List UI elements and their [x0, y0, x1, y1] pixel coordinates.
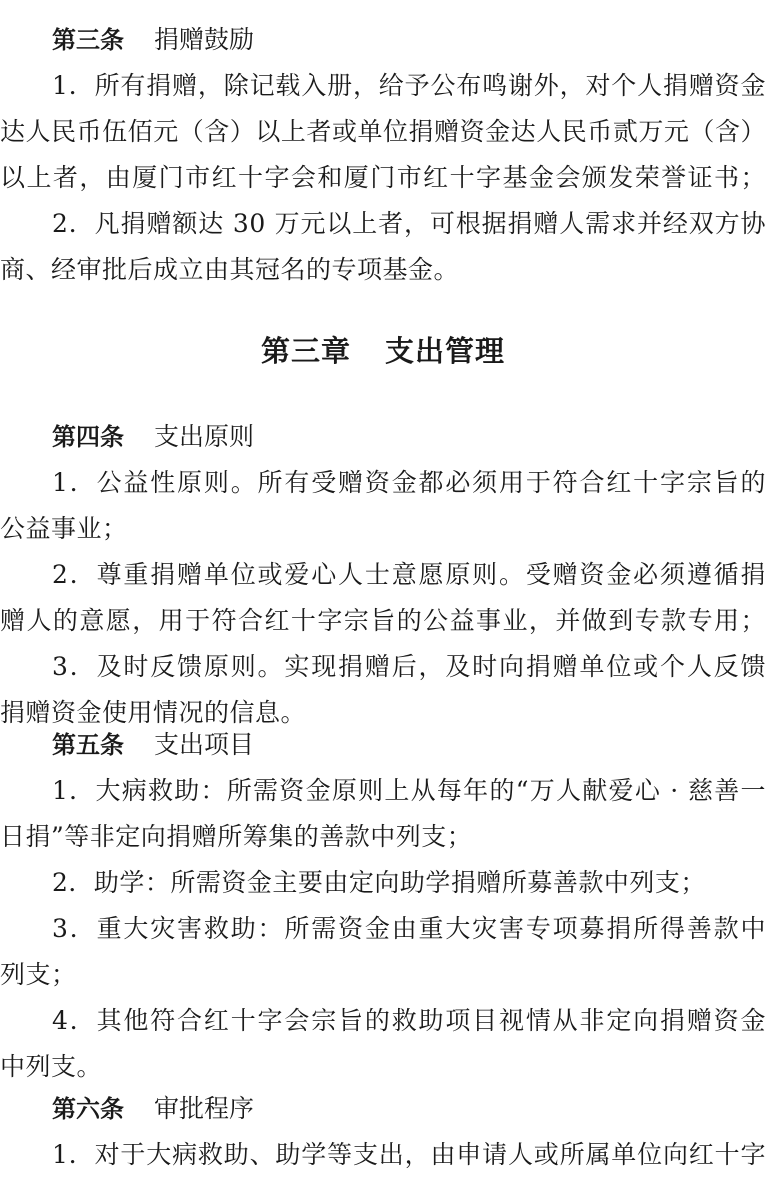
article-5-title: 支出项目	[154, 730, 255, 759]
article-5-item-2-line-1: 2．助学：所需资金主要由定向助学捐赠所募善款中列支；	[52, 868, 706, 897]
article-3-item-1-line-2: 达人民币伍佰元（含）以上者或单位捐赠资金达人民币贰万元（含）	[0, 117, 766, 146]
article-5-item-3-line-1: 3．重大灾害救助：所需资金由重大灾害专项募捐所得善款中	[52, 914, 766, 943]
chapter-3-label: 第三章	[260, 334, 351, 368]
article-4-item-2-line-1: 2．尊重捐赠单位或爱心人士意愿原则。受赠资金必须遵循捐	[52, 560, 766, 589]
article-5-item-1-line-2: 日捐”等非定向捐赠所筹集的善款中列支；	[0, 822, 473, 851]
article-5-item-3-line-2: 列支；	[0, 960, 77, 989]
article-3-heading	[52, 17, 254, 63]
article-4-title: 支出原则	[154, 422, 255, 451]
article-3-item-2-line-1: 2．凡捐赠额达 30 万元以上者，可根据捐赠人需求并经双方协	[52, 209, 766, 238]
article-3-item-2-line-2: 商、经审批后成立由其冠名的专项基金。	[0, 255, 460, 284]
article-5-item-4-line-1: 4．其他符合红十字会宗旨的救助项目视情从非定向捐赠资金	[52, 1006, 766, 1035]
article-5-label: 第五条	[52, 731, 124, 759]
article-4-item-1-line-1: 1．公益性原则。所有受赠资金都必须用于符合红十字宗旨的	[52, 468, 766, 497]
chapter-3-title: 支出管理	[385, 334, 506, 368]
article-4-item-3-line-1: 3．及时反馈原则。实现捐赠后，及时向捐赠单位或个人反馈	[52, 652, 766, 681]
article-5-heading	[52, 722, 254, 768]
article-5-item-1-line-1: 1．大病救助：所需资金原则上从每年的“万人献爱心 · 慈善一	[52, 776, 766, 805]
article-6-label: 第六条	[52, 1095, 124, 1123]
article-3-item-1-line-3: 以上者，由厦门市红十字会和厦门市红十字基金会颁发荣誉证书；	[0, 163, 766, 192]
article-5-item-4-line-2: 中列支。	[0, 1052, 103, 1081]
article-6-title: 审批程序	[154, 1094, 255, 1123]
article-3-label: 第三条	[52, 26, 124, 54]
article-6-heading	[52, 1086, 254, 1132]
article-4-label: 第四条	[52, 423, 124, 451]
article-3-item-1-line-1: 1．所有捐赠，除记载入册，给予公布鸣谢外，对个人捐赠资金	[52, 71, 766, 100]
article-4-item-2-line-2: 赠人的意愿，用于符合红十字宗旨的公益事业，并做到专款专用；	[0, 606, 766, 635]
article-4-heading	[52, 414, 254, 460]
article-4-item-1-line-2: 公益事业；	[0, 514, 128, 543]
article-4-item-3-line-2: 捐赠资金使用情况的信息。	[0, 698, 307, 727]
article-3-title: 捐赠鼓励	[154, 25, 255, 54]
chapter-3-heading	[0, 326, 766, 376]
article-6-item-1-line-1: 1．对于大病救助、助学等支出，由申请人或所属单位向红十字	[52, 1140, 766, 1169]
